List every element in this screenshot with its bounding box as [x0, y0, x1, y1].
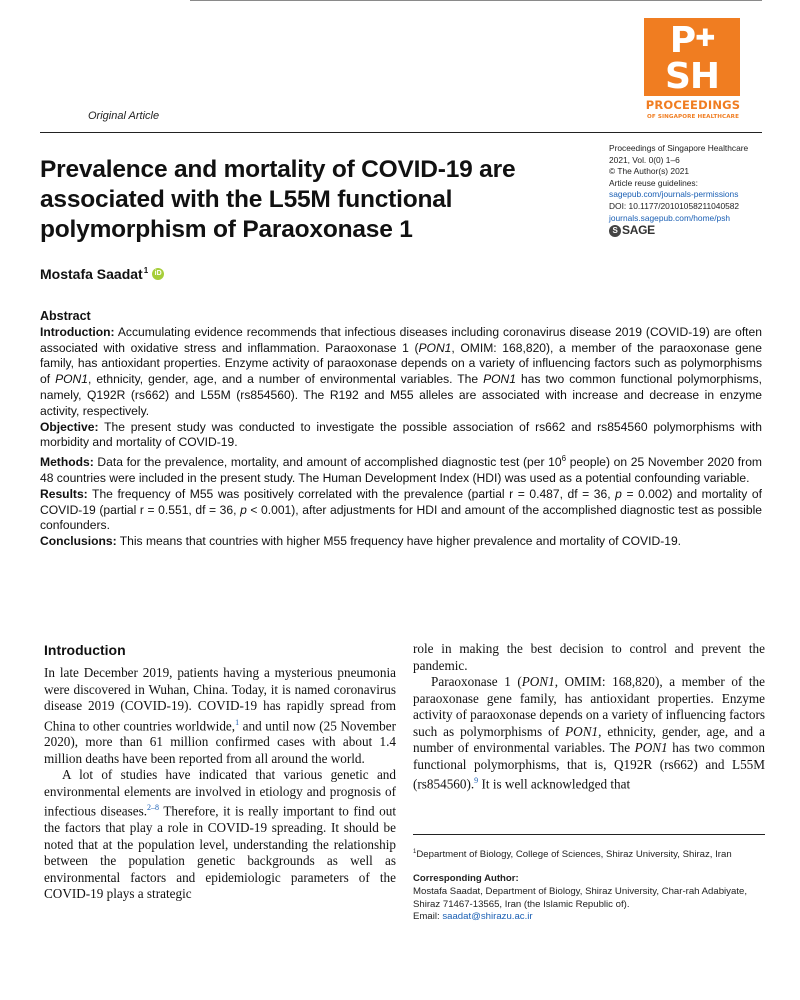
body-paragraph-2: [44, 767, 396, 902]
p1-text-a: In late December 2019, patients having a mysterious pneumonia were discovered in Wuhan, China. Today, it is named coronavirus disease 2019 (COVID-19). COVID-19 has rapidly spread from China to other countries worldwide,: [44, 665, 396, 733]
article-type: Original Article: [88, 110, 160, 122]
doi: DOI: 10.1177/20101058211040582: [609, 200, 740, 211]
reuse-label: Article reuse guidelines:: [609, 177, 698, 188]
intro-text-a: Accumulating evidence recommends that infectious diseases including coronavirus disease 2019 (COVID-19) are often associated with oxidative stress and inflammation. Paraoxonase 1 (: [40, 324, 762, 355]
objective-label: Objective:: [40, 419, 99, 434]
email-link[interactable]: saadat@shirazu.ac.ir: [442, 911, 533, 923]
methods-text-a: Data for the prevalence, mortality, and amount of accomplished diagnostic test (per 10: [93, 455, 562, 470]
results-text-a: The frequency of M55 was positively correlated with the prevalence (partial r = 0.487, df = 36,: [87, 486, 616, 501]
methods-label: Methods:: [40, 455, 94, 470]
citation-link[interactable]: 1: [235, 717, 240, 727]
logo-name: PROCEEDINGS: [645, 98, 741, 112]
p-symbol: p: [615, 486, 622, 501]
logo-subtitle: OF SINGAPORE HEALTHCARE: [647, 114, 739, 120]
body-paragraph-3: role in making the best decision to control and prevent the pandemic.: [413, 641, 765, 673]
footnotes: [413, 846, 773, 924]
methods-text-b: people) on 25 November 2020 from 48 countries were included in the present study. The Human Development Index (HDI) was used as a potential confounding variable.: [40, 455, 762, 485]
body-column-right: [413, 641, 765, 793]
p4-text-c: , ethnicity, gender, age, and a number of environmental variables. The: [413, 723, 765, 755]
intro-label: Introduction:: [40, 324, 115, 339]
article-title: Prevalence and mortality of COVID-19 are associated with the L55M functional polymorphism of Paraoxonase 1: [40, 156, 516, 243]
author-name: Mostafa Saadat: [40, 266, 143, 282]
body-column-left: [44, 641, 396, 903]
body-paragraph-1: [44, 665, 396, 767]
email-line: [413, 911, 773, 924]
objective-text: The present study was conducted to investigate the possible association of rs662 and rs854560 polymorphisms with morbidity and mortality of COVID-19.: [40, 419, 762, 450]
results-text-c: < 0.001), after adjustments for HDI and amount of the accomplished diagnostic test as possible confounders.: [40, 502, 762, 533]
corresponding-author-address: Mostafa Saadat, Department of Biology, Shiraz University, Char-rah Adabiyate, Shiraz 71467-13565, Iran (the Islamic Republic of).: [413, 885, 747, 910]
journal-name: Proceedings of Singapore Healthcare: [609, 143, 749, 153]
corresponding-author-heading: Corresponding Author:: [413, 872, 519, 884]
abstract: [40, 309, 762, 550]
abstract-methods: [40, 451, 762, 487]
copyright: © The Author(s) 2021: [609, 166, 690, 177]
sage-logo: [609, 225, 769, 237]
abstract-heading: Abstract: [40, 309, 91, 323]
gene-name: PON1: [521, 674, 555, 689]
citation-link[interactable]: 2–8: [147, 803, 160, 813]
p4-text-e: It is well acknowledged that: [478, 776, 631, 792]
gene-name: PON1: [565, 723, 599, 739]
conclusions-text: This means that countries with higher M55 frequency have higher prevalence and mortality of COVID-19.: [116, 534, 682, 549]
methods-superscript: 6: [561, 454, 567, 464]
p4-text-a: Paraoxonase 1 (: [431, 674, 522, 689]
p1-text-b: and until now (25 November 2020), more than 61 million confirmed cases with about 1.4 million deaths have been reported from all around the world.: [44, 717, 396, 766]
top-rule: [190, 0, 762, 1]
p2-text-b: Therefore, it is really important to find out the factors that play a role in COVID-19 spreading. It should be noted that at the population level, understanding the relationship between the population genetic backgrounds as well as environmental factors and epidemiologic parameters of the COVID-19 plays a strategic: [44, 803, 397, 902]
intro-text-d: has two common functional polymorphisms, namely, Q192R (rs662) and L55M (rs854560). The R192 and M55 alleles are associated with increase and decrease in enzyme activity, respectively.: [40, 372, 763, 418]
footnote-rule: [413, 834, 765, 835]
orcid-icon[interactable]: iD: [152, 268, 164, 280]
journal-home-link[interactable]: journals.sagepub.com/home/psh: [609, 212, 731, 223]
conclusions-label: Conclusions:: [40, 534, 117, 549]
publisher-name: SAGE: [622, 223, 655, 238]
abstract-results: [40, 487, 762, 534]
logo-letters: P✚ SH: [664, 20, 720, 97]
p-symbol: p: [240, 502, 247, 517]
header-rule: [40, 132, 762, 133]
p2-text-a: A lot of studies have indicated that various genetic and environmental elements are involved in etiology and prognosis of infectious diseases.: [44, 767, 396, 819]
results-label: Results:: [40, 486, 88, 501]
section-heading-introduction: Introduction: [44, 642, 126, 658]
abstract-conclusions: [40, 534, 762, 550]
affiliation-mark: 1: [413, 849, 417, 855]
intro-text-c: , ethnicity, gender, age, and a number of environmental variables. The: [88, 372, 484, 387]
journal-info: [609, 143, 769, 237]
affiliation-footnote: [413, 846, 773, 862]
body-paragraph-4: [413, 674, 765, 793]
abstract-objective: [40, 420, 762, 452]
gene-name: PON1: [483, 372, 517, 387]
author-affiliation-mark: 1: [143, 266, 149, 275]
journal-volume: 2021, Vol. 0(0) 1–6: [609, 154, 680, 165]
p4-text-d: has two common functional polymorphisms, that is, Q192R (rs662) and L55M (rs854560).: [413, 740, 765, 792]
results-text-b: = 0.002) and mortality of COVID-19 (partial r = 0.551, df = 36,: [40, 486, 762, 517]
gene-name: PON1: [634, 740, 668, 755]
sage-icon: S: [609, 225, 621, 237]
reuse-link[interactable]: sagepub.com/journals-permissions: [609, 189, 739, 200]
gene-name: PON1: [55, 372, 88, 387]
author: [40, 266, 164, 282]
email-label: Email:: [413, 911, 443, 923]
logo-box: [644, 18, 740, 96]
abstract-introduction: [40, 325, 762, 420]
citation-link[interactable]: 9: [474, 776, 479, 785]
gene-name: PON1: [418, 340, 452, 355]
intro-text-b: , OMIM: 168,820), a member of the paraoxonase gene family, has antioxidant properties. Enzyme activity of paraoxonase depends on a variety of influencing factors such as polymorphisms of: [40, 340, 762, 387]
affiliation-text: Department of Biology, College of Sciences, Shiraz University, Shiraz, Iran: [416, 849, 732, 861]
p4-text-b: , OMIM: 168,820), a member of the paraoxonase gene family, has antioxidant properties. Enzyme activity of paraoxonase depends on a variety of influencing factors such as polymorphisms of: [413, 674, 765, 739]
journal-logo: [641, 18, 745, 126]
